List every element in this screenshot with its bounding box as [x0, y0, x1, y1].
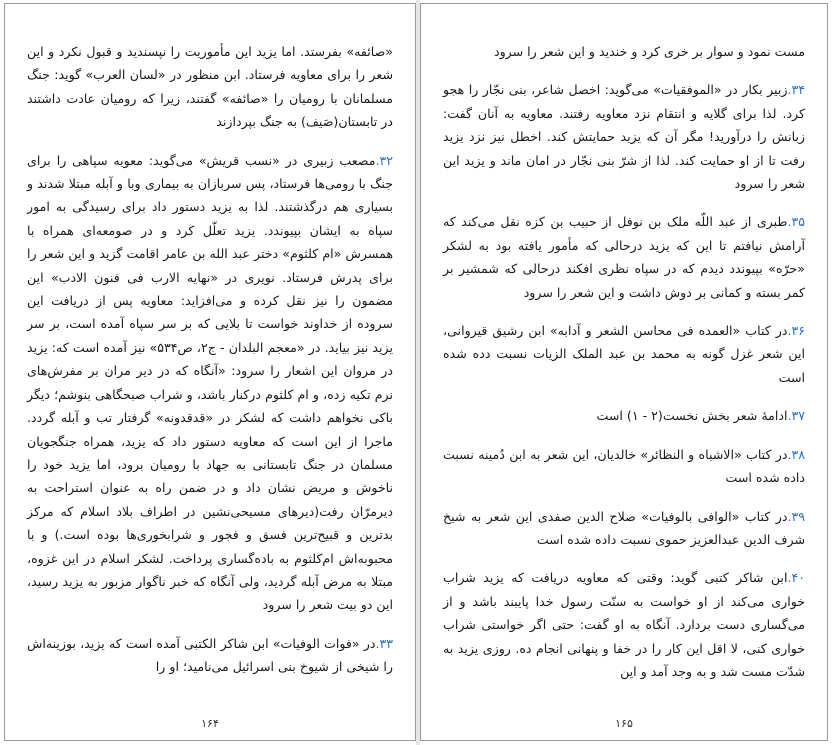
- footnote-number: ۳۹.: [787, 508, 805, 524]
- page-right: [420, 3, 828, 741]
- footnote-number: ۳۶.: [787, 323, 805, 339]
- paragraph-text: در کتاب «الاشباه و النظائر» خالدیان، این شعر به ابن دُمینه نسبت داده شده است: [443, 446, 805, 486]
- paragraph: [27, 40, 393, 134]
- footnote-number: ۳۸.: [787, 446, 805, 462]
- paragraph: [27, 632, 393, 679]
- paragraph-text: در کتاب «الوافی بالوفیات» صلاح الدین صفدی این شعر به شیخ شرف الدین عبدالعزیز حموی نسبت داده شده است: [443, 508, 805, 547]
- footnote-number: ۳۲.: [375, 152, 393, 168]
- paragraph-text: در کتاب «العمده فی محاسن الشعر و آدابه» ابن رشیق قیروانی، این شعر غزل گونه به محمد بن عبد الملک الزیات نسبت دده شده است: [443, 323, 805, 385]
- page-number: ۱۶۵: [615, 717, 633, 730]
- paragraph-text: مصعب زبیری در «نسب قریش» می‌گوید: معویه سپاهی را برای جنگ با رومی‌ها فرستاد، پس سربازان به بیماری وبا و آبله مبتلا شدند و بسیاری هم درگذشتند. لذا به یزید دستور داد برای رسیدگی به امور سپاه به ایشان بپیوندد. یزید تعلّل کرد و در صومعه‌ای همراه با همسرش «ام کلثوم» دختر عبد الله بن عامر اقامت گزید و این شعر را برای پدرش فرستاد. نویری در «نهایه الارب فی فنون الادب» این مضمون را نیز نقل کرده و می‌افزاید: معاویه پس از دریافت این سروده از خداوند خواست تا بلایی که بر سر سپاه آمده است، بر سر یزید نیز بیاید. در «معجم البلدان - ج۲، ص۵۳۴» نیز آمده است که: یزید در مروان این اشعار را سرود: «آنگاه که در دیر مران بر مفرش‌های نرم تکیه زده، و ام کلثوم درکنار باشد، و شراب صبحگاهی بنوشم؛ دیگر باکی نخواهم داشت که لشکر در «قدقدونه» گرفتار تب و آبله گردد. ماجرا از این است که معاویه دستور داد که یزید، همراه جنگجویان مسلمان در جنگ تابستانی به جهاد با رومیان برود، اما یزید خود را ناخوش و مریض نشان داد و در ضمن راه به عنوان استراحت به دیرمرّان رفت(دیرهای مسیحی‌نشین در اطراف بلاد اسلام که مرکز بدترین و قبیح‌ترین فسق و فجور و شرابخوری‌ها بوده است.) و با محبوبه‌اش ام‌کلثوم به باده‌گساری پرداخت. لشکر اسلام در این غزوه، مبتلا به مرض آبله گردید، ولی آنگاه که خبر ناگوار مزبور به یزید رسید، این دو بیت شعر را سرود: [27, 152, 394, 613]
- paragraph: [443, 210, 805, 304]
- paragraph-text: ادامهٔ شعر بخش نخست(۲ - ۱) است: [596, 408, 788, 424]
- paragraph: [443, 505, 805, 552]
- footnote-number: ۴۰.: [787, 570, 805, 586]
- paragraph: [27, 149, 393, 617]
- paragraph-text: در «فوات الوفیات» ابن شاکر الکتبی آمده است که یزید، بوزینه‌اش را شیخی از شیوخ بنی اسرائیل می‌نامید؛ او را: [27, 635, 393, 675]
- footnote-number: ۳۳.: [375, 635, 393, 651]
- paragraph: [443, 40, 805, 63]
- paragraph: [443, 566, 805, 683]
- paragraph-text: طبری از عبد اللّه ملک بن نوفل از حبیب بن کزه نقل می‌کند که آرامش نیافتم تا این که یزید درحالی که مأمور یافته بود به لشکر «حرّه» بپیوندد دیدم که در سپاه نظری افکند درحالی که شمشیر بر کمر بسته و کمانی بر دوش داشت و این شعر را سرود: [443, 214, 805, 300]
- footnote-number: ۳۷.: [787, 408, 805, 424]
- paragraph-text: زبیر بکار در «الموفقیات» می‌گوید: اخصل شاعر، بنی نجّار را هجو کرد. لذا برای گلایه و انتقام نزد معاویه رفتند. معاویه به آنان گفت: زبانش را درآورید! مگر آن که یزید حمایتش کند. اخطل نیز نزد یزید رفت تا از او حمایت کند. لذا از شرّ بنی نجّار در امان ماند و یزید این شعر را سرود: [443, 82, 805, 192]
- page-left: [4, 3, 416, 741]
- paragraph-text: مست نمود و سوار بر خری کرد و خندید و این شعر را سرود: [493, 44, 805, 59]
- paragraph: [443, 404, 805, 427]
- paragraph: [443, 319, 805, 389]
- paragraph-text: ابن شاکر کتبی گوید: وقتی که معاویه دریافت که یزید شراب خواری می‌کند از او خواست به سنّت رسول خدا پایبند باشد و از می‌گساری دست بردارد. آنگاه به او گفت: حتی اگر خواستی شراب خواری کنی، لا اقل این کار را در خفا و پنهانی انجام ده. روزی یزید به شدّت مست شد و به وجد آمد و این: [443, 570, 805, 679]
- page-right-text: [443, 40, 805, 698]
- paragraph: [443, 443, 805, 490]
- page-number: ۱۶۴: [201, 717, 219, 730]
- page-left-text: [27, 40, 393, 694]
- footnote-number: ۳۴.: [787, 82, 805, 98]
- footnote-number: ۳۵.: [787, 214, 805, 230]
- paragraph: [443, 78, 805, 195]
- paragraph-text: «صائفه» بفرستد. اما یزید این مأموریت را نپسندید و قبول نکرد و این شعر را برای معاویه فرستاد. ابن منظور در «لسان العرب» گوید: جنگ مسلمانان با رومیان را «صائفه» گفتند، زیرا که رومیان عادت داشتند در تابستان(صَیف) به جنگ بپردازند: [27, 44, 393, 130]
